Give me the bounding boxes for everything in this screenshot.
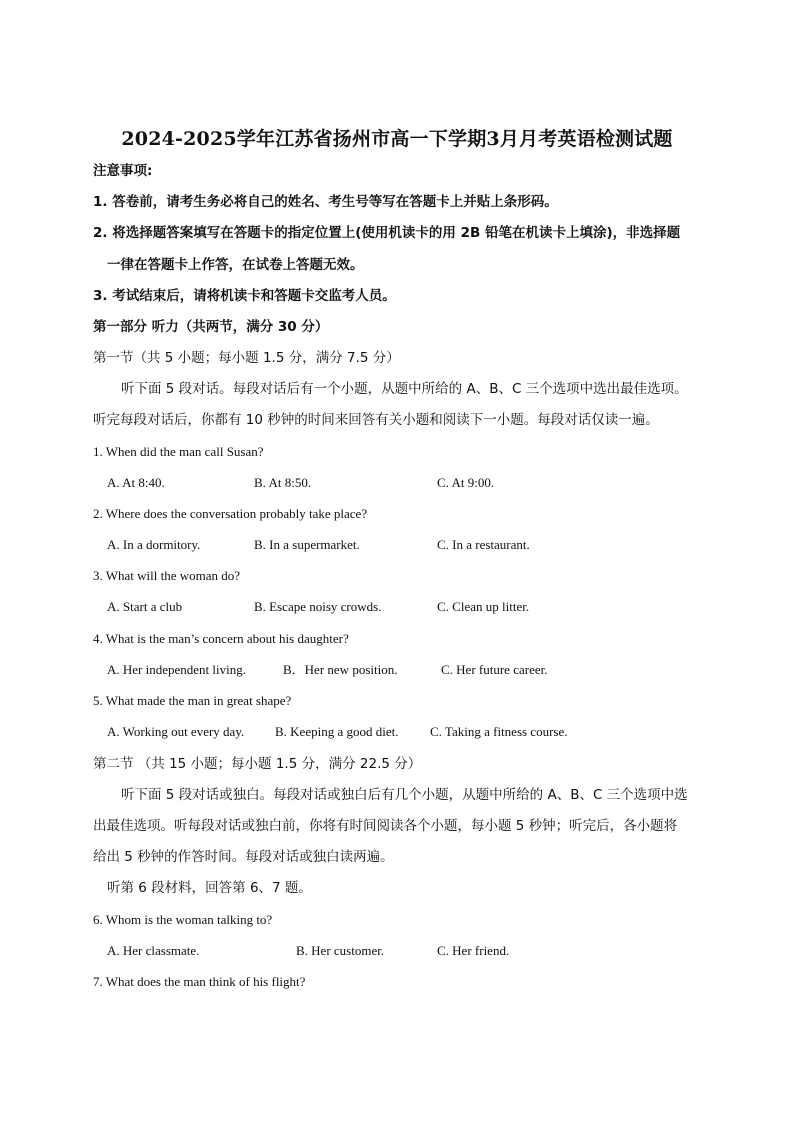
section1-heading: 第一节（共 5 小题；每小题 1.5 分，满分 7.5 分） (93, 350, 400, 366)
q4-option-a: A. Her independent living. (107, 662, 246, 677)
notice-item-1: 1. 答卷前，请考生务必将自己的姓名、考生号等写在答题卡上并贴上条形码。 (93, 194, 558, 210)
question-5: 5. What made the man in great shape? (93, 693, 292, 708)
page-title: 2024-2025学年江苏省扬州市高一下学期3月月考英语检测试题 (121, 128, 673, 150)
q5-option-a: A. Working out every day. (107, 724, 245, 739)
section2-instruction-3: 给出 5 秒钟的作答时间。每段对话或独白读两遍。 (93, 849, 394, 865)
q6-option-c: C. Her friend. (437, 943, 510, 958)
q3-option-b: B. Escape noisy crowds. (254, 599, 382, 614)
question-2: 2. Where does the conversation probably take place? (93, 506, 368, 521)
q2-option-b: B. In a supermarket. (254, 537, 360, 552)
q2-option-c: C. In a restaurant. (437, 537, 530, 552)
q6-option-a: A. Her classmate. (107, 943, 200, 958)
q3-option-c: C. Clean up litter. (437, 599, 530, 614)
material-note: 听第 6 段材料，回答第 6、7 题。 (107, 880, 312, 896)
q5-option-c: C. Taking a fitness course. (430, 724, 568, 739)
notice-item-3: 3. 考试结束后，请将机读卡和答题卡交监考人员。 (93, 288, 396, 304)
section2-instruction-1: 听下面 5 段对话或独白。每段对话或独白后有几个小题，从题中所给的 A、B、C 三个选项中选 (121, 787, 688, 803)
section1-instruction-2: 听完每段对话后，你都有 10 秒钟的时间来回答有关小题和阅读下一小题。每段对话仅读一遍。 (93, 412, 659, 428)
question-6: 6. Whom is the woman talking to? (93, 912, 273, 927)
q4-option-b: B．Her new position. (283, 662, 398, 677)
question-1: 1. When did the man call Susan? (93, 444, 264, 459)
q2-option-a: A. In a dormitory. (107, 537, 201, 552)
q6-option-b: B. Her customer. (296, 943, 385, 958)
notice-item-2-cont: 一律在答题卡上作答，在试卷上答题无效。 (107, 257, 364, 273)
section2-heading: 第二节 （共 15 小题；每小题 1.5 分，满分 22.5 分） (93, 756, 422, 772)
q4-option-c: C. Her future career. (441, 662, 548, 677)
section1-instruction-1: 听下面 5 段对话。每段对话后有一个小题，从题中所给的 A、B、C 三个选项中选出最佳选项。 (121, 381, 688, 397)
section2-instruction-2: 出最佳选项。听每段对话或独白前，你将有时间阅读各个小题，每小题 5 秒钟；听完后，各小题将 (93, 818, 678, 834)
q5-option-b: B. Keeping a good diet. (275, 724, 399, 739)
q3-option-a: A. Start a club (107, 599, 183, 614)
q1-option-b: B. At 8:50. (254, 475, 312, 490)
notice-heading: 注意事项: (93, 163, 153, 179)
question-3: 3. What will the woman do? (93, 568, 241, 583)
part1-heading: 第一部分 听力（共两节，满分 30 分） (93, 319, 329, 335)
notice-item-2: 2. 将选择题答案填写在答题卡的指定位置上(使用机读卡的用 2B 铅笔在机读卡上填涂)，非选择题 (93, 225, 681, 241)
q1-option-a: A. At 8:40. (107, 475, 165, 490)
q1-option-c: C. At 9:00. (437, 475, 495, 490)
question-7: 7. What does the man think of his flight? (93, 974, 306, 989)
question-4: 4. What is the man’s concern about his daughter? (93, 631, 349, 646)
